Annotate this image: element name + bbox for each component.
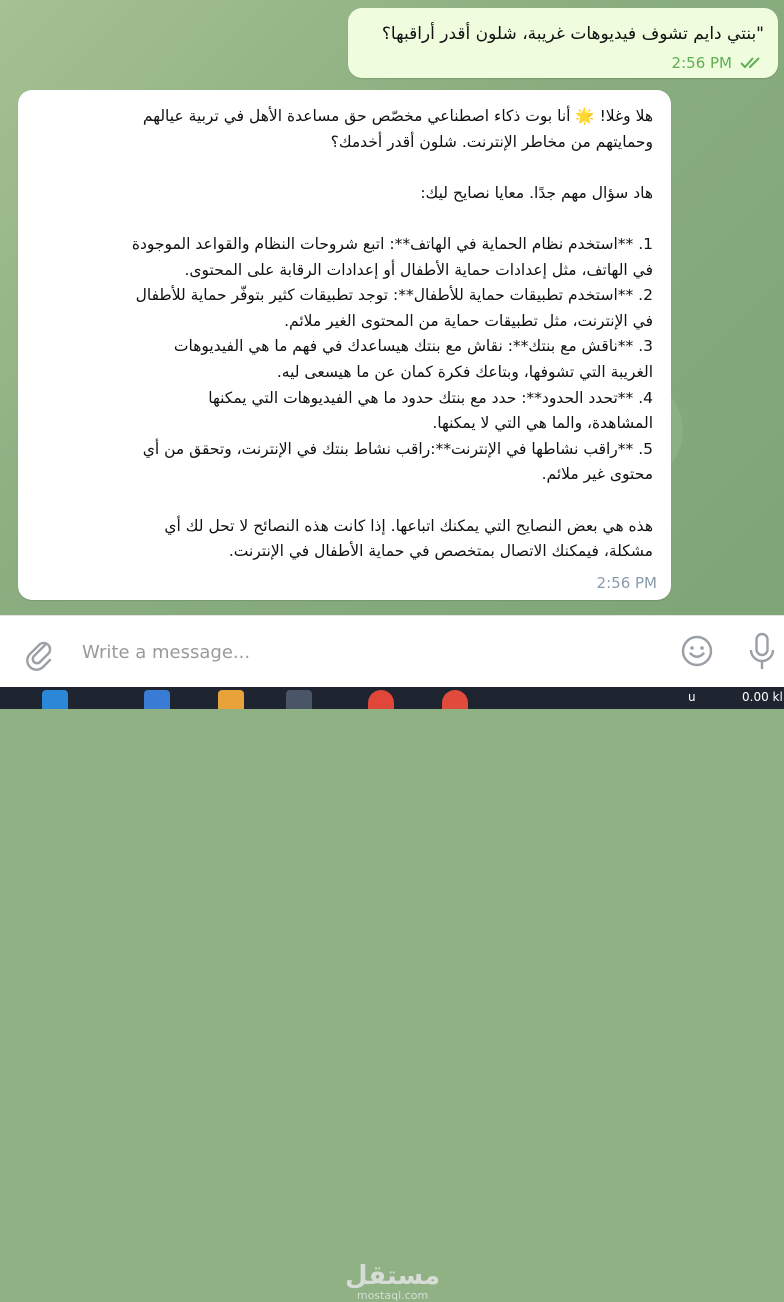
incoming-line: 1. **استخدم نظام الحماية في الهاتف**: اتبع شروحات النظام والقواعد الموجودة: [131, 234, 653, 253]
incoming-line: في الهاتف، مثل إعدادات حماية الأطفال أو إعدادات الرقابة على المحتوى.: [184, 260, 653, 279]
outgoing-message-bubble[interactable]: [348, 8, 778, 78]
incoming-line: مشكلة، فيمكنك الاتصال بمتخصص في حماية الأطفال في الإنترنت.: [228, 542, 653, 561]
watermark-arabic: مستقل: [345, 1261, 441, 1291]
taskbar-app-icon[interactable]: [286, 690, 312, 709]
emoji-icon[interactable]: [680, 634, 714, 668]
browser-edge-icon[interactable]: [42, 690, 68, 709]
incoming-line: وحمايتهم من مخاطر الإنترنت. شلون أقدر أخدمك؟: [330, 132, 653, 151]
outgoing-message-meta: [672, 54, 766, 72]
line-gap: [56, 206, 653, 232]
incoming-message-bubble[interactable]: [18, 90, 671, 600]
incoming-line: 4. **تحدد الحدود**: حدد مع بنتك حدود ما هي الفيديوهات التي يمكنها: [208, 388, 653, 407]
double-check-icon: [740, 56, 766, 70]
watermark-latin: mostaql.com: [356, 1289, 429, 1302]
watermark: [345, 1262, 440, 1302]
outgoing-message-time: 2:56 PM: [671, 54, 732, 72]
incoming-line: 5. **راقب نشاطها في الإنترنت**:راقب نشاط بنتك في الإنترنت، وتحقق من أي: [142, 439, 653, 458]
incoming-line: 3. **ناقش مع بنتك**: نقاش مع بنتك هيساعدك في فهم ما هي الفيديوهات: [173, 337, 653, 356]
incoming-line: محتوى غير ملائم.: [541, 465, 653, 484]
file-explorer-icon[interactable]: [218, 690, 244, 709]
incoming-line: هاد سؤال مهم جدًا. معايا نصايح ليك:: [420, 183, 653, 202]
incoming-line: هذه هي بعض النصايح التي يمكنك اتباعها. إذا كانت هذه النصائح لا تحل لك أي: [164, 516, 653, 535]
incoming-message-time: 2:56 PM: [596, 574, 657, 592]
line-gap: [56, 155, 653, 181]
chrome-icon[interactable]: [368, 690, 394, 709]
outgoing-message-text: "بنتي دايم تشوف فيديوهات غريبة، شلون أقدر أراقبها؟: [381, 24, 764, 44]
taskbar-app-icon[interactable]: [442, 690, 468, 709]
incoming-line: 2. **استخدم تطبيقات حماية للأطفال**: توجد تطبيقات كثير بتوفّر حماية للأطفال: [135, 286, 653, 305]
tray-network-speed: 0.00 kl: [742, 690, 783, 704]
message-input[interactable]: [80, 636, 604, 668]
incoming-message-body: [56, 104, 653, 565]
chat-background: [0, 0, 784, 615]
taskbar: [0, 687, 784, 709]
incoming-line: الغريبة التي تشوفها، وبتاعك فكرة كمان عن ما هيسعى ليه.: [276, 362, 653, 381]
line-gap: [56, 488, 653, 514]
incoming-line: المشاهدة، والما هي التي لا يمكنها.: [432, 414, 653, 433]
taskbar-app-icon[interactable]: [144, 690, 170, 709]
incoming-line: في الإنترنت، مثل تطبيقات حماية من المحتوى الغير ملائم.: [284, 311, 653, 330]
incoming-line: هلا وغلا! 🌟 أنا بوت ذكاء اصطناعي مخصّص حق مساعدة الأهل في تربية عيالهم: [142, 107, 653, 125]
paperclip-icon[interactable]: [22, 636, 58, 672]
tray-indicator: u: [688, 690, 696, 704]
microphone-icon[interactable]: [748, 632, 776, 672]
